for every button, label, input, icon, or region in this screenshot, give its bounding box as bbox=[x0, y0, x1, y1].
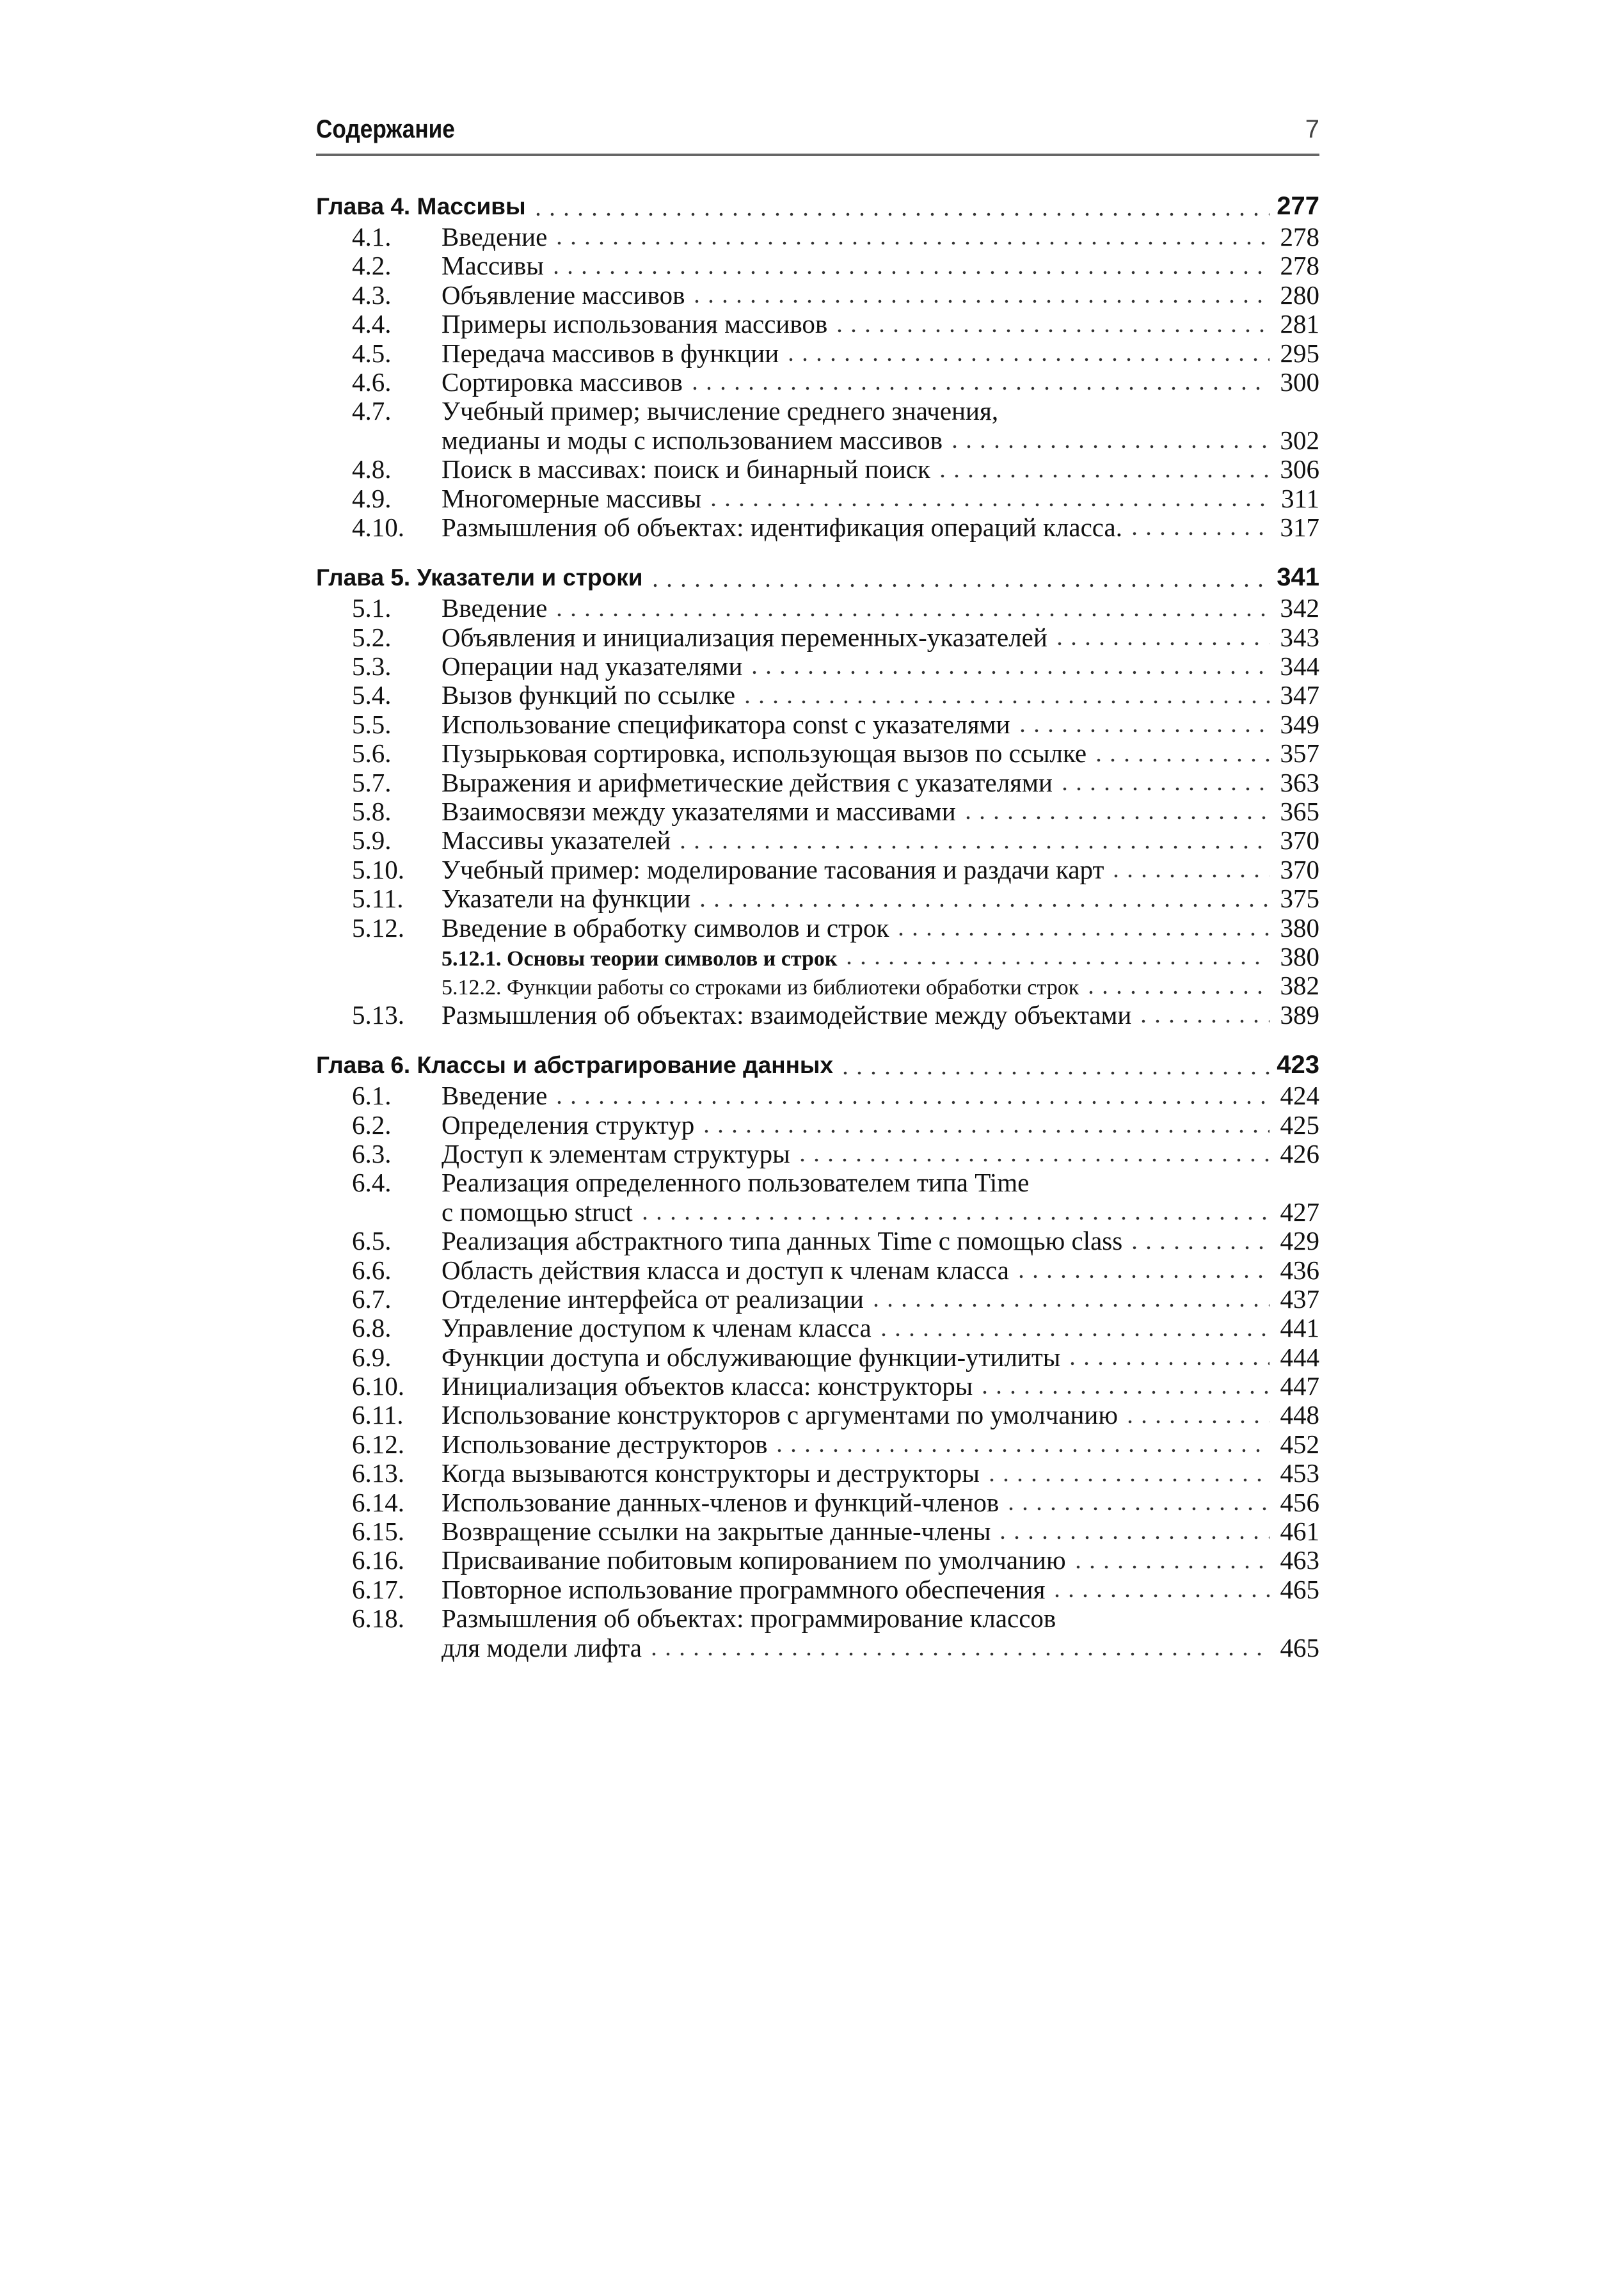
section-number: 6.7. bbox=[352, 1284, 392, 1314]
header-rule bbox=[316, 154, 1319, 156]
entry-title: Использование конструкторов с аргументами по умолчанию bbox=[442, 1400, 1118, 1430]
section-number: 5.5. bbox=[352, 709, 392, 739]
toc-entry bbox=[316, 1575, 1319, 1604]
section-number: 6.14. bbox=[352, 1487, 404, 1517]
entry-page: 317 bbox=[1280, 512, 1319, 542]
entry-title: Область действия класса и доступ к членам класса bbox=[442, 1255, 1009, 1285]
entry-title: Объявления и инициализация переменных-указателей bbox=[442, 622, 1047, 652]
entry-title: Реализация абстрактного типа данных Time с помощью class bbox=[442, 1226, 1123, 1256]
dot-leader bbox=[1003, 416, 1270, 420]
dot-leader bbox=[647, 1652, 1270, 1656]
section-number: 4.2. bbox=[352, 251, 392, 281]
entry-page: 380 bbox=[1280, 912, 1319, 943]
section-number: 5.8. bbox=[352, 797, 392, 827]
dot-leader bbox=[795, 1158, 1270, 1162]
entry-page: 456 bbox=[1280, 1487, 1319, 1517]
dot-leader bbox=[961, 816, 1270, 820]
entry-page: 365 bbox=[1280, 797, 1319, 827]
entry-title: Когда вызываются конструкторы и деструкторы bbox=[442, 1458, 980, 1488]
toc-entry bbox=[316, 652, 1319, 681]
section-number: 6.11. bbox=[352, 1400, 404, 1430]
entry-page: 465 bbox=[1280, 1632, 1319, 1662]
toc-entry bbox=[316, 1372, 1319, 1401]
entry-page: 389 bbox=[1280, 999, 1319, 1030]
entry-page: 277 bbox=[1277, 192, 1319, 220]
section-number: 6.17. bbox=[352, 1574, 404, 1604]
entry-page: 465 bbox=[1280, 1574, 1319, 1604]
entry-title: Поиск в массивах: поиск и бинарный поиск bbox=[442, 454, 930, 484]
dot-leader bbox=[1127, 532, 1270, 536]
entry-title: Реализация определенного пользователем типа Time bbox=[442, 1168, 1030, 1198]
section-number: 5.11. bbox=[352, 884, 404, 914]
dot-leader bbox=[996, 1536, 1270, 1540]
entry-page: 382 bbox=[1280, 971, 1319, 1001]
entry-title: Передача массивов в функции bbox=[442, 338, 779, 368]
entry-page: 436 bbox=[1280, 1255, 1319, 1285]
entry-page: 423 bbox=[1277, 1051, 1319, 1079]
dot-leader bbox=[740, 700, 1270, 704]
section-number: 5.7. bbox=[352, 767, 392, 797]
dot-leader bbox=[1015, 729, 1270, 733]
entry-title: Введение bbox=[442, 593, 548, 623]
toc-chapter bbox=[316, 1051, 1319, 1081]
entry-title: 5.12.2. Функции работы со строками из библиотеки обработки строк bbox=[442, 976, 1079, 1000]
entry-title: Указатели на функции bbox=[442, 884, 691, 914]
entry-page: 280 bbox=[1280, 280, 1319, 310]
entry-title: Сортировка массивов bbox=[442, 367, 683, 397]
entry-page: 278 bbox=[1280, 222, 1319, 251]
entry-page: 344 bbox=[1280, 651, 1319, 681]
dot-leader bbox=[772, 1449, 1270, 1453]
toc-entry bbox=[316, 943, 1319, 971]
entry-page: 375 bbox=[1280, 884, 1319, 914]
entry-page: 281 bbox=[1280, 309, 1319, 339]
entry-title: Выражения и арифметические действия с указателями bbox=[442, 767, 1053, 797]
toc-entry bbox=[316, 397, 1319, 426]
entry-title: Введение в обработку символов и строк bbox=[442, 912, 889, 943]
entry-page: 342 bbox=[1280, 593, 1319, 623]
entry-page: 427 bbox=[1280, 1197, 1319, 1227]
dot-leader bbox=[1123, 1420, 1270, 1424]
toc-entry bbox=[316, 1430, 1319, 1459]
entry-title: Управление доступом к членам класса bbox=[442, 1313, 872, 1343]
entry-page: 425 bbox=[1280, 1110, 1319, 1140]
toc-entry bbox=[316, 455, 1319, 484]
entry-title: Учебный пример: моделирование тасования и раздачи карт bbox=[442, 854, 1104, 884]
dot-leader bbox=[838, 1071, 1270, 1075]
section-number: 6.2. bbox=[352, 1110, 392, 1140]
section-number: 5.9. bbox=[352, 825, 392, 856]
section-number: 5.2. bbox=[352, 622, 392, 652]
entry-page: 463 bbox=[1280, 1545, 1319, 1575]
dot-leader bbox=[978, 1390, 1270, 1394]
entry-title: для модели лифта bbox=[442, 1632, 642, 1662]
toc-entry bbox=[316, 1634, 1319, 1662]
toc-entry bbox=[316, 1401, 1319, 1429]
entry-title: Присваивание побитовым копированием по умолчанию bbox=[442, 1545, 1066, 1575]
dot-leader bbox=[784, 358, 1270, 362]
entry-title: Размышления об объектах: программирование классов bbox=[442, 1604, 1056, 1634]
dot-leader bbox=[638, 1216, 1270, 1220]
section-number: 4.5. bbox=[352, 338, 392, 368]
entry-title: Глава 5. Указатели и строки bbox=[316, 564, 643, 591]
dot-leader bbox=[1053, 642, 1270, 646]
dot-leader bbox=[552, 1101, 1270, 1104]
toc-entry bbox=[316, 251, 1319, 280]
entry-title: Глава 6. Классы и абстрагирование данных bbox=[316, 1052, 834, 1079]
dot-leader bbox=[549, 271, 1270, 275]
dot-leader bbox=[1084, 991, 1270, 994]
section-number: 6.4. bbox=[352, 1168, 392, 1198]
dot-leader bbox=[832, 329, 1270, 333]
dot-leader bbox=[894, 932, 1270, 936]
dot-leader bbox=[696, 904, 1270, 907]
section-number: 4.10. bbox=[352, 512, 404, 542]
toc-entry bbox=[316, 1198, 1319, 1227]
toc-entry bbox=[316, 1314, 1319, 1342]
section-number: 4.1. bbox=[352, 222, 392, 251]
entry-title: Определения структур bbox=[442, 1110, 695, 1140]
entry-page: 295 bbox=[1280, 338, 1319, 368]
section-number: 6.15. bbox=[352, 1517, 404, 1547]
toc-entry bbox=[316, 856, 1319, 884]
dot-leader bbox=[688, 386, 1270, 390]
toc-entry bbox=[316, 710, 1319, 739]
dot-leader bbox=[648, 584, 1270, 587]
entry-title: Примеры использования массивов bbox=[442, 309, 828, 339]
toc-entry bbox=[316, 339, 1319, 368]
header-title: Содержание bbox=[316, 115, 455, 143]
entry-title: Использование деструкторов bbox=[442, 1429, 768, 1459]
dot-leader bbox=[1034, 1188, 1270, 1191]
entry-page: 448 bbox=[1280, 1400, 1319, 1430]
section-number: 4.3. bbox=[352, 280, 392, 310]
section-number: 5.1. bbox=[352, 593, 392, 623]
dot-leader bbox=[1061, 1623, 1270, 1627]
entry-title: Размышления об объектах: идентификация операций класса. bbox=[442, 512, 1122, 542]
entry-page: 357 bbox=[1280, 738, 1319, 768]
toc-chapter bbox=[316, 192, 1319, 223]
dot-leader bbox=[948, 445, 1270, 449]
toc-entry bbox=[316, 594, 1319, 623]
entry-page: 441 bbox=[1280, 1313, 1319, 1343]
entry-title: Размышления об объектах: взаимодействие между объектами bbox=[442, 999, 1132, 1030]
section-number: 5.3. bbox=[352, 651, 392, 681]
entry-title: Отделение интерфейса от реализации bbox=[442, 1284, 864, 1314]
section-number: 6.3. bbox=[352, 1138, 392, 1168]
toc-entry bbox=[316, 1546, 1319, 1575]
entry-title: Инициализация объектов класса: конструкторы bbox=[442, 1371, 973, 1401]
entry-page: 349 bbox=[1280, 709, 1319, 739]
dot-leader bbox=[531, 212, 1270, 216]
dot-leader bbox=[552, 613, 1270, 617]
entry-title: Массивы bbox=[442, 251, 544, 281]
toc-entry bbox=[316, 223, 1319, 251]
toc-entry bbox=[316, 1227, 1319, 1255]
toc-entry bbox=[316, 768, 1319, 797]
section-number: 6.10. bbox=[352, 1371, 404, 1401]
toc-chapter bbox=[316, 563, 1319, 594]
entry-page: 341 bbox=[1277, 563, 1319, 592]
toc-entry bbox=[316, 484, 1319, 513]
entry-page: 311 bbox=[1281, 483, 1319, 513]
dot-leader bbox=[690, 299, 1270, 303]
entry-title: Взаимосвязи между указателями и массивами bbox=[442, 797, 956, 827]
dot-leader bbox=[1136, 1019, 1270, 1023]
entry-title: Учебный пример; вычисление среднего значения, bbox=[442, 396, 999, 426]
toc-entry bbox=[316, 310, 1319, 338]
section-number: 5.10. bbox=[352, 854, 404, 884]
toc-entry bbox=[316, 1459, 1319, 1488]
section-number: 5.4. bbox=[352, 680, 392, 710]
entry-title: Повторное использование программного обеспечения bbox=[442, 1574, 1046, 1604]
dot-leader bbox=[877, 1333, 1270, 1337]
dot-leader bbox=[676, 845, 1270, 849]
entry-title: Пузырьковая сортировка, использующая вызов по ссылке bbox=[442, 738, 1087, 768]
section-number: 6.1. bbox=[352, 1081, 392, 1111]
entry-title: Вызов функций по ссылке bbox=[442, 680, 736, 710]
toc-entry bbox=[316, 884, 1319, 913]
toc-entry bbox=[316, 281, 1319, 310]
entry-title: 5.12.1. Основы теории символов и строк bbox=[442, 946, 838, 971]
entry-title: Использование данных-членов и функций-членов bbox=[442, 1487, 999, 1517]
toc-entry bbox=[316, 1285, 1319, 1314]
toc-entry bbox=[316, 623, 1319, 652]
section-number: 6.13. bbox=[352, 1458, 404, 1488]
section-number: 6.18. bbox=[352, 1604, 404, 1634]
entry-page: 347 bbox=[1280, 680, 1319, 710]
section-number: 6.8. bbox=[352, 1313, 392, 1343]
entry-page: 461 bbox=[1280, 1517, 1319, 1547]
entry-title: Использование спецификатора const с указателями bbox=[442, 709, 1010, 739]
toc-entry bbox=[316, 1256, 1319, 1285]
entry-title: Функции доступа и обслуживающие функции-утилиты bbox=[442, 1342, 1061, 1372]
section-number: 6.12. bbox=[352, 1429, 404, 1459]
toc-entry bbox=[316, 1488, 1319, 1517]
dot-leader bbox=[699, 1129, 1270, 1133]
entry-title: Объявление массивов bbox=[442, 280, 685, 310]
entry-title: Глава 4. Массивы bbox=[316, 193, 526, 219]
toc-entry bbox=[316, 368, 1319, 397]
section-number: 6.5. bbox=[352, 1226, 392, 1256]
entry-page: 444 bbox=[1280, 1342, 1319, 1372]
entry-page: 426 bbox=[1280, 1138, 1319, 1168]
entry-title: Введение bbox=[442, 1081, 548, 1111]
entry-page: 300 bbox=[1280, 367, 1319, 397]
entry-title: Операции над указателями bbox=[442, 651, 743, 681]
entry-page: 452 bbox=[1280, 1429, 1319, 1459]
section-number: 5.6. bbox=[352, 738, 392, 768]
dot-leader bbox=[1050, 1594, 1270, 1598]
section-number: 6.6. bbox=[352, 1255, 392, 1285]
entry-title: Многомерные массивы bbox=[442, 483, 702, 513]
entry-page: 278 bbox=[1280, 251, 1319, 281]
toc-entry bbox=[316, 1001, 1319, 1030]
table-of-contents bbox=[316, 192, 1319, 1662]
dot-leader bbox=[1127, 1246, 1270, 1250]
entry-page: 370 bbox=[1280, 825, 1319, 856]
toc-entry bbox=[316, 971, 1319, 1000]
entry-page: 453 bbox=[1280, 1458, 1319, 1488]
entry-title: Возвращение ссылки на закрытые данные-члены bbox=[442, 1517, 991, 1547]
toc-entry bbox=[316, 914, 1319, 943]
dot-leader bbox=[1092, 758, 1270, 762]
page-number: 7 bbox=[1305, 115, 1319, 143]
dot-leader bbox=[1109, 874, 1270, 878]
running-header bbox=[316, 115, 1319, 154]
toc-entry bbox=[316, 1604, 1319, 1633]
toc-entry bbox=[316, 826, 1319, 855]
toc-entry bbox=[316, 1343, 1319, 1372]
entry-page: 302 bbox=[1280, 425, 1319, 455]
dot-leader bbox=[1014, 1275, 1270, 1278]
toc-entry bbox=[316, 513, 1319, 542]
dot-leader bbox=[869, 1303, 1270, 1307]
entry-title: Введение bbox=[442, 222, 548, 251]
toc-entry bbox=[316, 797, 1319, 826]
dot-leader bbox=[706, 503, 1270, 507]
entry-page: 343 bbox=[1280, 622, 1319, 652]
toc-entry bbox=[316, 1111, 1319, 1140]
entry-page: 370 bbox=[1280, 854, 1319, 884]
toc-entry bbox=[316, 681, 1319, 710]
entry-title: Массивы указателей bbox=[442, 825, 671, 856]
dot-leader bbox=[552, 241, 1270, 245]
entry-page: 306 bbox=[1280, 454, 1319, 484]
entry-page: 424 bbox=[1280, 1081, 1319, 1111]
dot-leader bbox=[935, 474, 1270, 478]
section-number: 4.9. bbox=[352, 483, 392, 513]
dot-leader bbox=[747, 671, 1270, 674]
section-number: 4.4. bbox=[352, 309, 392, 339]
section-number: 4.6. bbox=[352, 367, 392, 397]
toc-entry bbox=[316, 1168, 1319, 1197]
toc-entry bbox=[316, 1081, 1319, 1110]
dot-leader bbox=[1004, 1507, 1270, 1511]
entry-title: медианы и моды с использованием массивов bbox=[442, 425, 943, 455]
toc-entry bbox=[316, 1140, 1319, 1168]
section-number: 5.13. bbox=[352, 999, 404, 1030]
entry-page: 429 bbox=[1280, 1226, 1319, 1256]
entry-page: 447 bbox=[1280, 1371, 1319, 1401]
toc-entry bbox=[316, 1517, 1319, 1546]
dot-leader bbox=[1058, 787, 1270, 791]
entry-page: 380 bbox=[1280, 941, 1319, 971]
section-number: 6.16. bbox=[352, 1545, 404, 1575]
toc-entry bbox=[316, 739, 1319, 768]
section-number: 4.7. bbox=[352, 396, 392, 426]
entry-title: с помощью struct bbox=[442, 1197, 633, 1227]
section-number: 5.12. bbox=[352, 912, 404, 943]
dot-leader bbox=[985, 1478, 1270, 1482]
toc-entry bbox=[316, 426, 1319, 455]
entry-title: Доступ к элементам структуры bbox=[442, 1138, 790, 1168]
dot-leader bbox=[842, 961, 1270, 965]
section-number: 6.9. bbox=[352, 1342, 392, 1372]
entry-page: 437 bbox=[1280, 1284, 1319, 1314]
section-number: 4.8. bbox=[352, 454, 392, 484]
entry-page: 363 bbox=[1280, 767, 1319, 797]
dot-leader bbox=[1071, 1565, 1270, 1569]
dot-leader bbox=[1065, 1362, 1270, 1365]
